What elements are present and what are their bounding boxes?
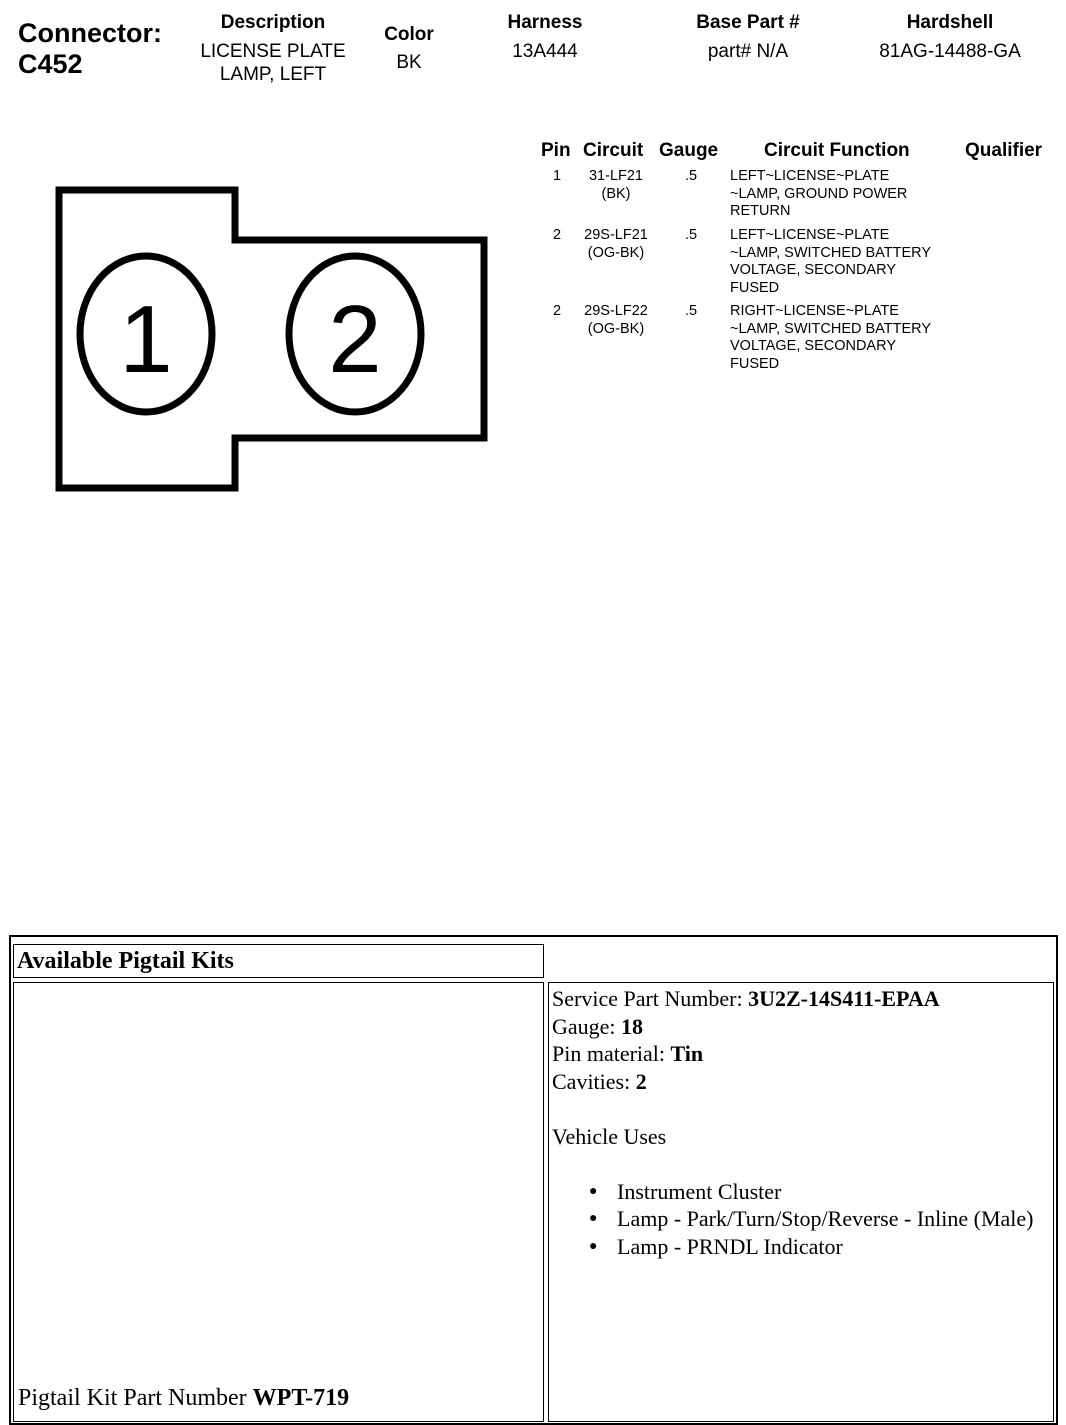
- service-part-value: 3U2Z-14S411-EPAA: [748, 986, 940, 1011]
- function-line: VOLTAGE, SECONDARY: [730, 338, 896, 354]
- pin-header: Pin: [541, 140, 571, 161]
- function-line: ~LAMP, SWITCHED BATTERY: [730, 320, 932, 337]
- list-item: ● Instrument Cluster: [589, 1178, 1047, 1206]
- circuit-id: [576, 227, 656, 262]
- circuit-function-header: Circuit Function: [764, 140, 910, 161]
- circuit-function: [730, 168, 970, 221]
- base-part-label: Base Part #: [696, 12, 800, 33]
- base-part-value: part# N/A: [707, 41, 789, 62]
- base-part-column: [668, 12, 828, 63]
- gauge-spec-value: 18: [621, 1013, 644, 1039]
- pin-material-label: Pin material:: [552, 1041, 671, 1066]
- gauge-value: .5: [684, 227, 698, 243]
- pin-number: 2: [552, 227, 562, 243]
- function-line: LEFT~LICENSE~PLATE: [730, 227, 890, 243]
- cavities-value: 2: [635, 1068, 647, 1094]
- hardshell-label: Hardshell: [906, 12, 994, 33]
- pigtail-part-number: [18, 1384, 349, 1412]
- list-item: ● Lamp - Park/Turn/Stop/Reverse - Inline (Male): [589, 1205, 1047, 1233]
- kits-title: Available Pigtail Kits: [17, 948, 234, 974]
- circuit-function: [730, 227, 970, 297]
- harness-column: [485, 12, 605, 63]
- connector-id: C452: [18, 49, 83, 79]
- pin-material-value: Tin: [670, 1041, 704, 1066]
- function-line: FUSED: [730, 355, 780, 372]
- circuit-id: [576, 168, 656, 203]
- gauge-label: Gauge:: [552, 1013, 622, 1039]
- pigtail-value: WPT-719: [252, 1385, 350, 1411]
- gauge-spec: [552, 1013, 1047, 1041]
- description-label: Description: [220, 12, 326, 33]
- color-label: Color: [384, 24, 434, 45]
- kit-specs: [552, 985, 1047, 1260]
- harness-value: 13A444: [512, 41, 578, 62]
- function-line: ~LAMP, GROUND POWER: [730, 185, 908, 202]
- circuit-code: 29S-LF22: [584, 303, 648, 319]
- table-row: [540, 168, 1060, 226]
- vehicle-uses-label: Vehicle Uses: [552, 1123, 667, 1149]
- hardshell-column: [860, 12, 1040, 63]
- circuit-header: Circuit: [583, 140, 644, 161]
- qualifier-header: Qualifier: [965, 140, 1043, 161]
- service-part-number: [552, 985, 1047, 1013]
- connector-face-diagram: [0, 0, 500, 500]
- function-line: RETURN: [730, 203, 791, 219]
- kit-details-cell: [548, 982, 1054, 1422]
- table-row: [540, 303, 1060, 375]
- function-line: ~LAMP, SWITCHED BATTERY: [730, 244, 932, 261]
- pin-number: 1: [552, 168, 562, 184]
- pin-number: 2: [552, 303, 562, 319]
- gauge-header: Gauge: [659, 140, 719, 161]
- circuit-id: [576, 303, 656, 338]
- function-line: FUSED: [730, 279, 780, 296]
- circuit-color: (OG-BK): [587, 320, 645, 337]
- table-row: [540, 227, 1060, 299]
- function-line: LEFT~LICENSE~PLATE: [730, 168, 890, 184]
- kit-image-cell: [13, 982, 544, 1422]
- cavities-spec: [552, 1068, 1047, 1096]
- pin-material-spec: [552, 1040, 1047, 1068]
- cavity-1-number: 1: [119, 286, 173, 393]
- gauge-value: .5: [684, 303, 698, 319]
- circuit-code: 31-LF21: [588, 168, 643, 184]
- function-line: RIGHT~LICENSE~PLATE: [730, 303, 899, 319]
- service-part-label: Service Part Number:: [552, 986, 749, 1011]
- harness-label: Harness: [507, 12, 583, 33]
- circuit-color: (OG-BK): [587, 244, 645, 261]
- pigtail-label: Pigtail Kit Part Number: [18, 1385, 253, 1411]
- list-item: ● Lamp - PRNDL Indicator: [589, 1233, 1047, 1261]
- connector-label: Connector:: [18, 18, 162, 48]
- description-line1: LICENSE PLATE: [200, 41, 346, 62]
- hardshell-value: 81AG-14488-GA: [879, 41, 1021, 62]
- description-line2: LAMP, LEFT: [219, 64, 327, 85]
- circuit-color: (BK): [601, 185, 631, 202]
- function-line: VOLTAGE, SECONDARY: [730, 262, 896, 278]
- kits-title-cell: [13, 944, 544, 978]
- vehicle-uses-list: [589, 1178, 1047, 1261]
- color-value: BK: [396, 52, 422, 73]
- gauge-value: .5: [684, 168, 698, 184]
- circuit-code: 29S-LF21: [584, 227, 648, 243]
- circuit-function: [730, 303, 970, 373]
- cavities-label: Cavities:: [552, 1068, 636, 1094]
- cavity-2-number: 2: [328, 286, 382, 393]
